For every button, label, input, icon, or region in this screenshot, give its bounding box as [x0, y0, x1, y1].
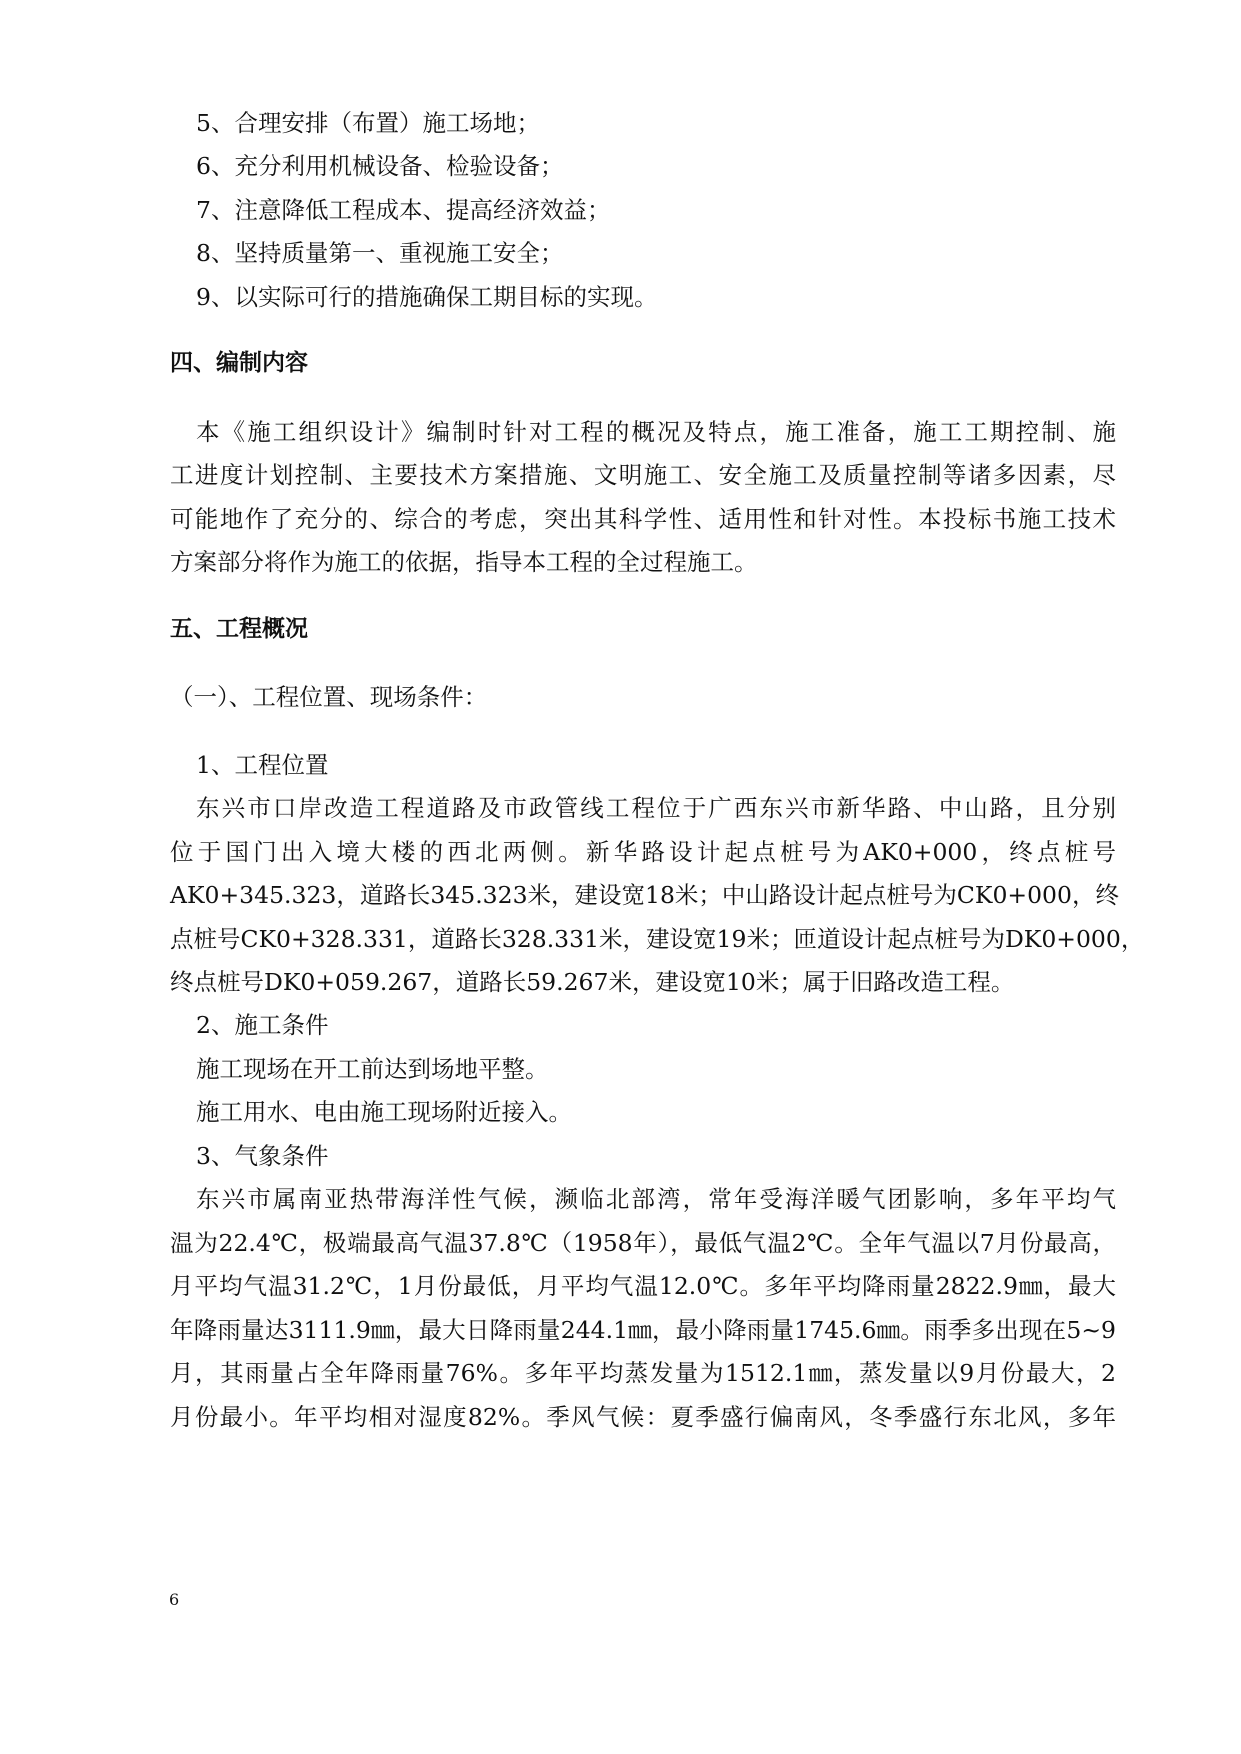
paragraph-line: 月份最小。年平均相对湿度82%。季风气候：夏季盛行偏南风，冬季盛行东北风，多年	[170, 1403, 1116, 1431]
list-item: 5、合理安排（布置）施工场地；	[196, 109, 540, 137]
item-title: 1、工程位置	[196, 751, 329, 779]
paragraph-line: 工进度计划控制、主要技术方案措施、文明施工、安全施工及质量控制等诸多因素，尽	[170, 461, 1116, 489]
section-heading: 四、编制内容	[170, 350, 308, 376]
paragraph-line: 可能地作了充分的、综合的考虑，突出其科学性、适用性和针对性。本投标书施工技术	[170, 505, 1116, 533]
paragraph-line: 终点桩号DK0+059.267，道路长59.267米，建设宽10米；属于旧路改造工程。	[170, 968, 1015, 996]
paragraph-line: 方案部分将作为施工的依据，指导本工程的全过程施工。	[170, 548, 758, 576]
paragraph-line: 东兴市口岸改造工程道路及市政管线工程位于广西东兴市新华路、中山路，且分别	[196, 794, 1116, 822]
paragraph-line: AK0+345.323，道路长345.323米，建设宽18米；中山路设计起点桩号为CK0+000，终	[170, 881, 1119, 909]
list-item: 7、注意降低工程成本、提高经济效益；	[196, 196, 611, 224]
list-item: 9、以实际可行的措施确保工期目标的实现。	[196, 283, 658, 311]
paragraph-line: 施工用水、电由施工现场附近接入。	[196, 1098, 572, 1126]
paragraph-line: 月，其雨量占全年降雨量76%。多年平均蒸发量为1512.1㎜，蒸发量以9月份最大，2	[170, 1359, 1116, 1387]
subsection-heading: （一）、工程位置、现场条件：	[170, 683, 488, 711]
item-title: 2、施工条件	[196, 1011, 329, 1039]
list-item: 8、坚持质量第一、重视施工安全；	[196, 239, 564, 267]
paragraph-line: 月平均气温31.2℃，1月份最低，月平均气温12.0℃。多年平均降雨量2822.9㎜，最大	[170, 1272, 1116, 1300]
paragraph-line: 年降雨量达3111.9㎜，最大日降雨量244.1㎜，最小降雨量1745.6㎜。雨季多出现在5~9	[170, 1316, 1116, 1344]
page-number: 6	[169, 1590, 180, 1609]
paragraph-line: 位于国门出入境大楼的西北两侧。新华路设计起点桩号为AK0+000，终点桩号	[170, 838, 1116, 866]
paragraph-line: 本《施工组织设计》编制时针对工程的概况及特点，施工准备，施工工期控制、施	[196, 418, 1116, 446]
list-item: 6、充分利用机械设备、检验设备；	[196, 152, 564, 180]
paragraph-line: 东兴市属南亚热带海洋性气候，濒临北部湾，常年受海洋暖气团影响，多年平均气	[196, 1185, 1116, 1213]
section-heading: 五、工程概况	[170, 616, 308, 642]
paragraph-line: 温为22.4℃，极端最高气温37.8℃（1958年），最低气温2℃。全年气温以7月份最高，	[170, 1229, 1116, 1257]
item-title: 3、气象条件	[196, 1142, 329, 1170]
paragraph-line: 点桩号CK0+328.331，道路长328.331米，建设宽19米；匝道设计起点桩号为DK0+000，	[170, 925, 1145, 953]
paragraph-line: 施工现场在开工前达到场地平整。	[196, 1055, 549, 1083]
